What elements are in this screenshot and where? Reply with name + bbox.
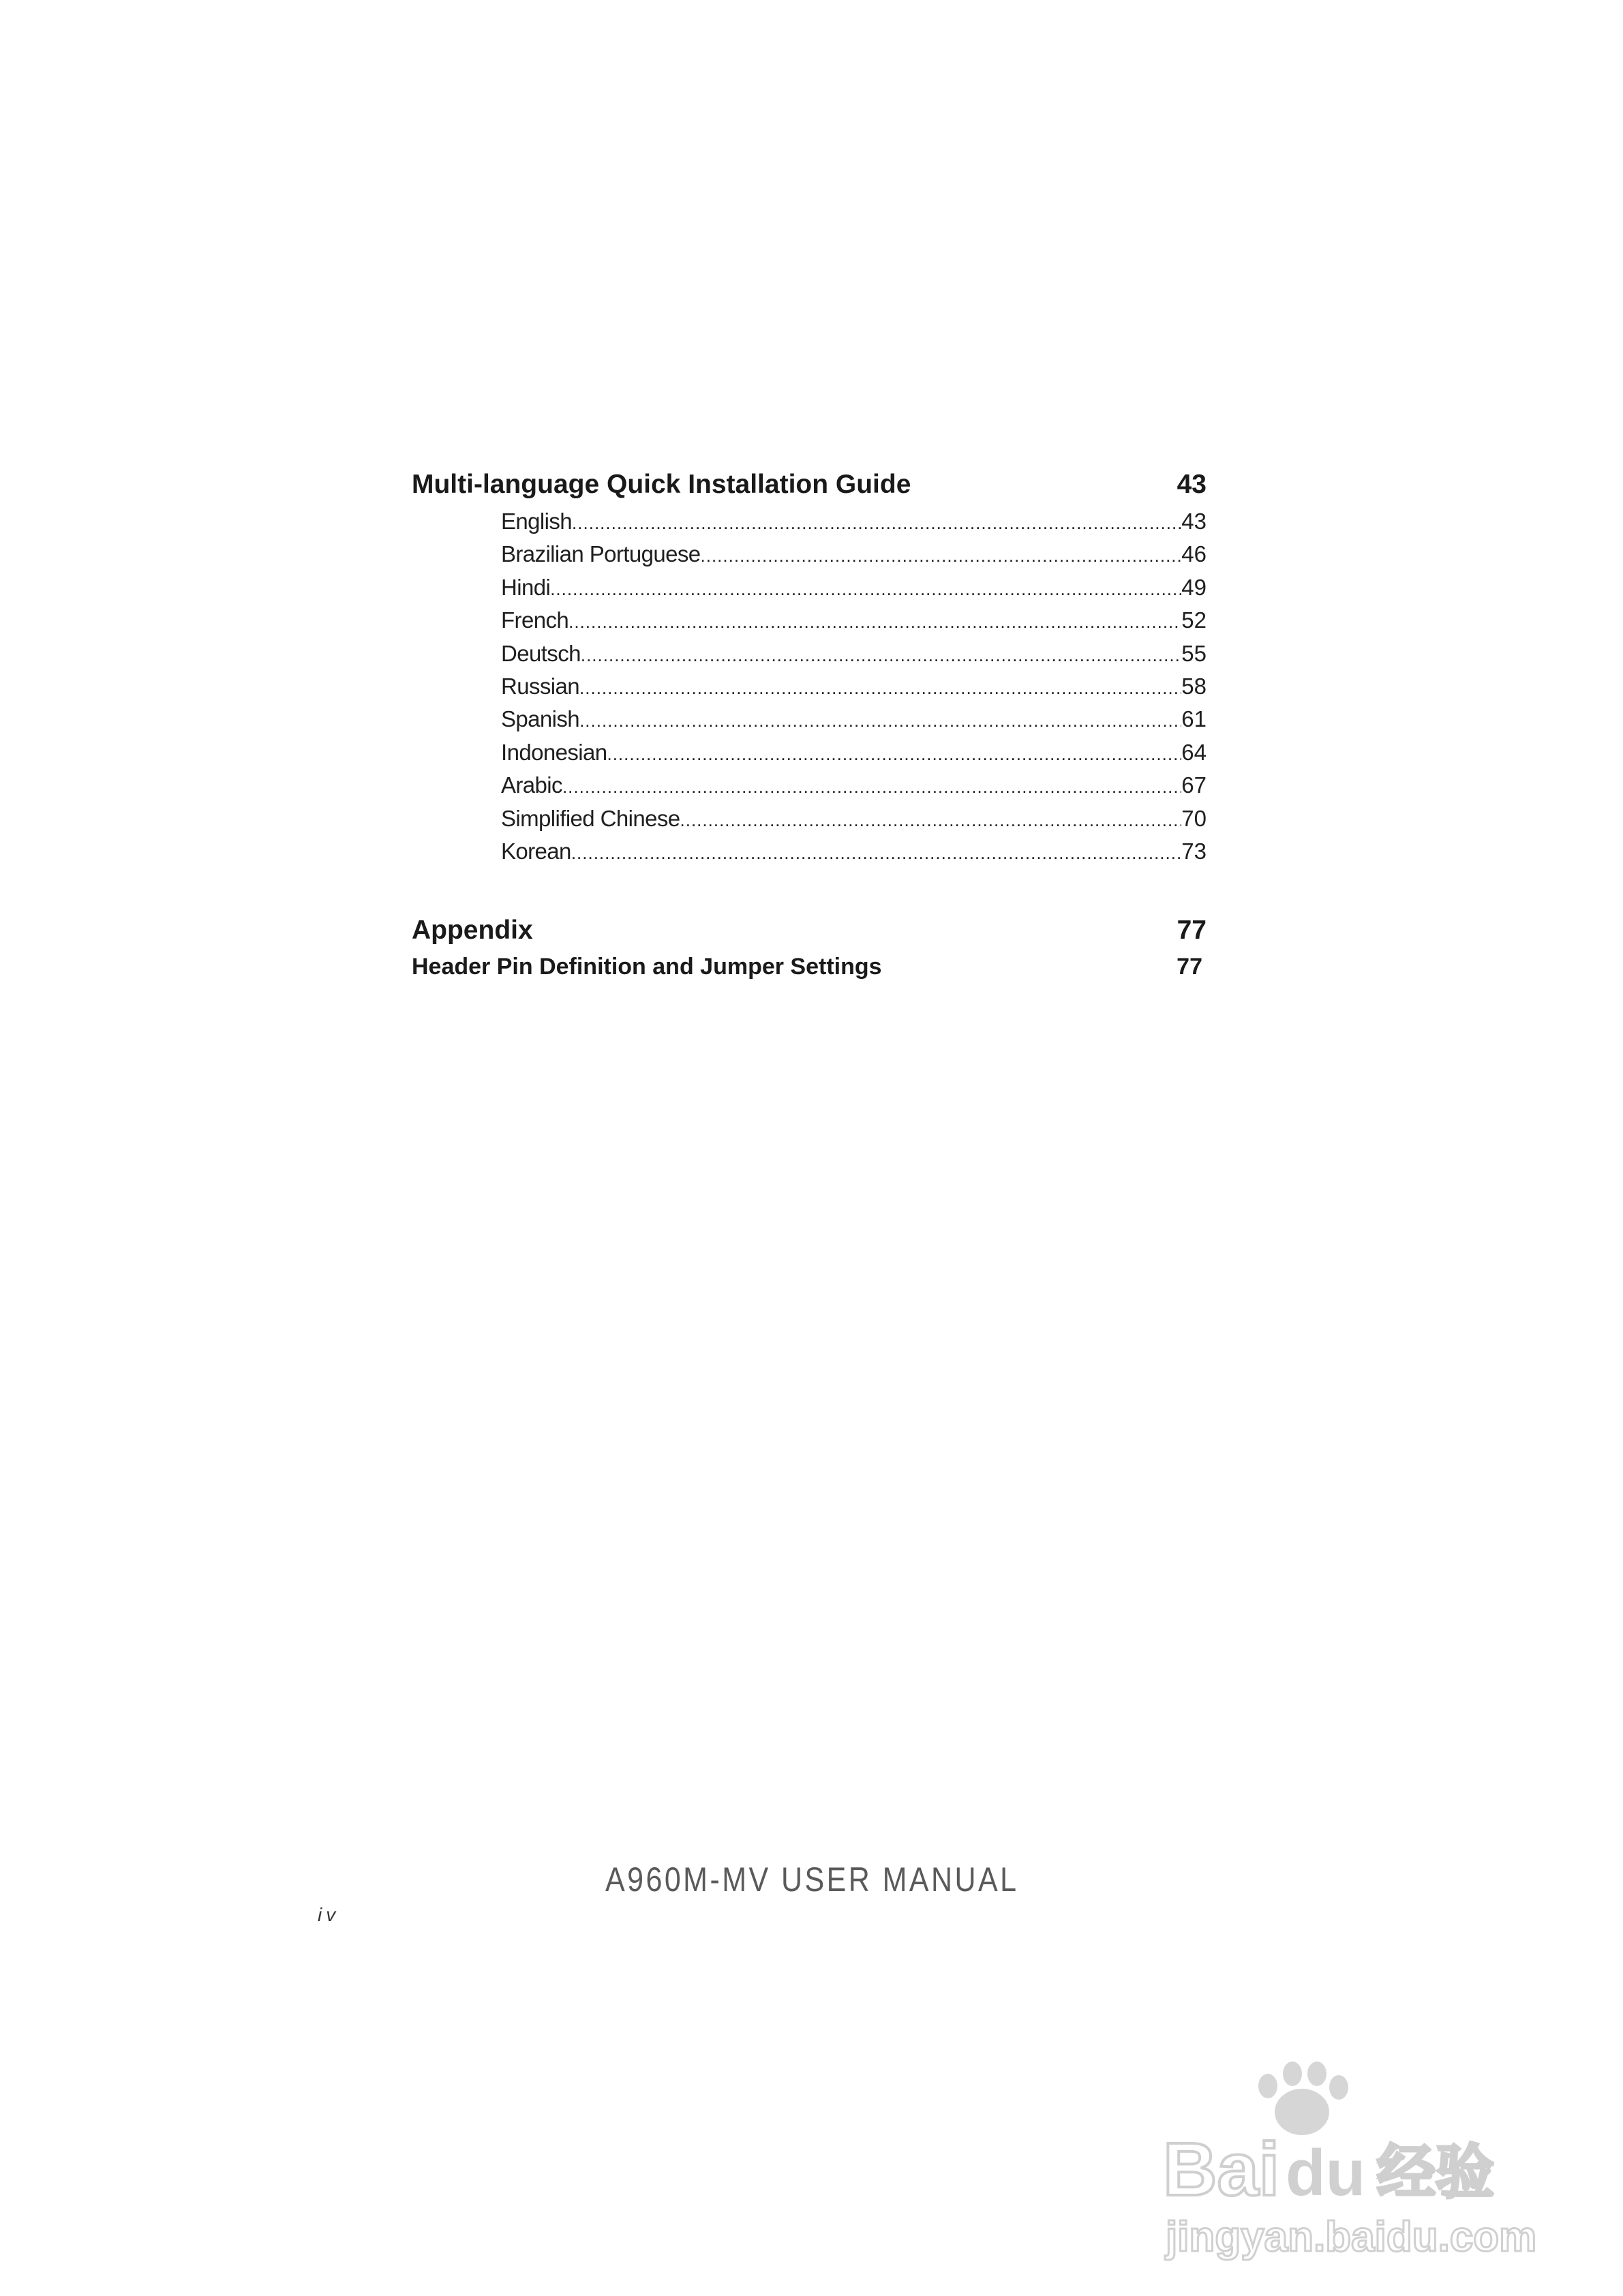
toc-entry-page: 49 bbox=[1181, 574, 1207, 600]
toc-entry-hindi[interactable] bbox=[501, 571, 1207, 604]
toc-entry-page: 61 bbox=[1181, 706, 1207, 732]
toc-entry-label: Korean bbox=[501, 838, 571, 864]
toc-entry-page: 64 bbox=[1181, 739, 1207, 765]
dot-leader bbox=[579, 671, 1181, 704]
section-heading-appendix[interactable] bbox=[412, 911, 1207, 950]
dot-leader bbox=[607, 738, 1181, 770]
toc-entry-simplified-chinese[interactable] bbox=[501, 802, 1207, 835]
toc-entry-label: Indonesian bbox=[501, 739, 607, 765]
section-title: Appendix bbox=[412, 916, 533, 946]
watermark-brand: Bai bbox=[1163, 2128, 1280, 2211]
dot-leader bbox=[701, 539, 1182, 572]
toc-entry-page: 67 bbox=[1181, 772, 1207, 798]
toc-entry-label: Russian bbox=[501, 673, 580, 699]
toc-entry-page: 46 bbox=[1181, 541, 1207, 567]
toc-entry-korean[interactable] bbox=[501, 835, 1207, 868]
toc-entry-russian[interactable] bbox=[501, 670, 1207, 703]
paw-icon bbox=[1258, 2061, 1348, 2135]
toc-entry-page: 70 bbox=[1181, 805, 1207, 831]
page-number: iv bbox=[318, 1904, 340, 1925]
toc-entry-label: French bbox=[501, 607, 569, 633]
dot-leader bbox=[562, 770, 1181, 803]
watermark-brand-du: du bbox=[1286, 2136, 1366, 2209]
dot-leader bbox=[581, 639, 1181, 671]
baidu-jingyan-watermark bbox=[1159, 2059, 1541, 2263]
toc-entry-label: Arabic bbox=[501, 772, 562, 798]
section-page-number: 43 bbox=[1177, 470, 1207, 499]
dot-leader bbox=[680, 804, 1182, 836]
section-heading-multilanguage[interactable] bbox=[412, 466, 1207, 504]
watermark-url: jingyan.baidu.com bbox=[1166, 2214, 1537, 2261]
toc-entry-label: Spanish bbox=[501, 706, 580, 732]
toc-entry-page: 73 bbox=[1181, 838, 1207, 864]
toc-entry-label: Hindi bbox=[501, 574, 551, 600]
toc-entry-page: 58 bbox=[1181, 673, 1207, 699]
toc-entry-french[interactable] bbox=[501, 604, 1207, 637]
table-of-contents bbox=[412, 466, 1207, 984]
dot-leader bbox=[572, 507, 1181, 539]
toc-entry-list bbox=[501, 505, 1207, 868]
toc-entry-page: 55 bbox=[1181, 640, 1207, 666]
toc-subsection-header-pin[interactable] bbox=[412, 950, 1207, 984]
toc-entry-spanish[interactable] bbox=[501, 703, 1207, 736]
dot-leader bbox=[550, 573, 1181, 605]
toc-entry-arabic[interactable] bbox=[501, 769, 1207, 802]
toc-entry-label: Brazilian Portuguese bbox=[501, 541, 701, 567]
toc-entry-label: Simplified Chinese bbox=[501, 805, 680, 831]
watermark-jingyan: 经验 bbox=[1377, 2139, 1494, 2207]
toc-entry-label: Deutsch bbox=[501, 640, 581, 666]
section-page-number: 77 bbox=[1177, 916, 1207, 946]
toc-entry-indonesian[interactable] bbox=[501, 736, 1207, 769]
toc-entry-deutsch[interactable] bbox=[501, 637, 1207, 670]
toc-entry-english[interactable] bbox=[501, 505, 1207, 538]
dot-leader bbox=[579, 704, 1181, 737]
subsection-page-number: 77 bbox=[1177, 954, 1202, 980]
dot-leader bbox=[571, 836, 1181, 869]
manual-title: A960M-MV USER MANUAL bbox=[605, 1860, 1019, 1899]
subsection-title: Header Pin Definition and Jumper Settings bbox=[412, 954, 882, 980]
toc-entry-brazilian-portuguese[interactable] bbox=[501, 538, 1207, 571]
dot-leader bbox=[568, 605, 1181, 638]
toc-entry-label: English bbox=[501, 509, 573, 534]
toc-entry-page: 43 bbox=[1181, 509, 1207, 534]
section-title: Multi-language Quick Installation Guide bbox=[412, 470, 911, 499]
toc-entry-page: 52 bbox=[1181, 607, 1207, 633]
